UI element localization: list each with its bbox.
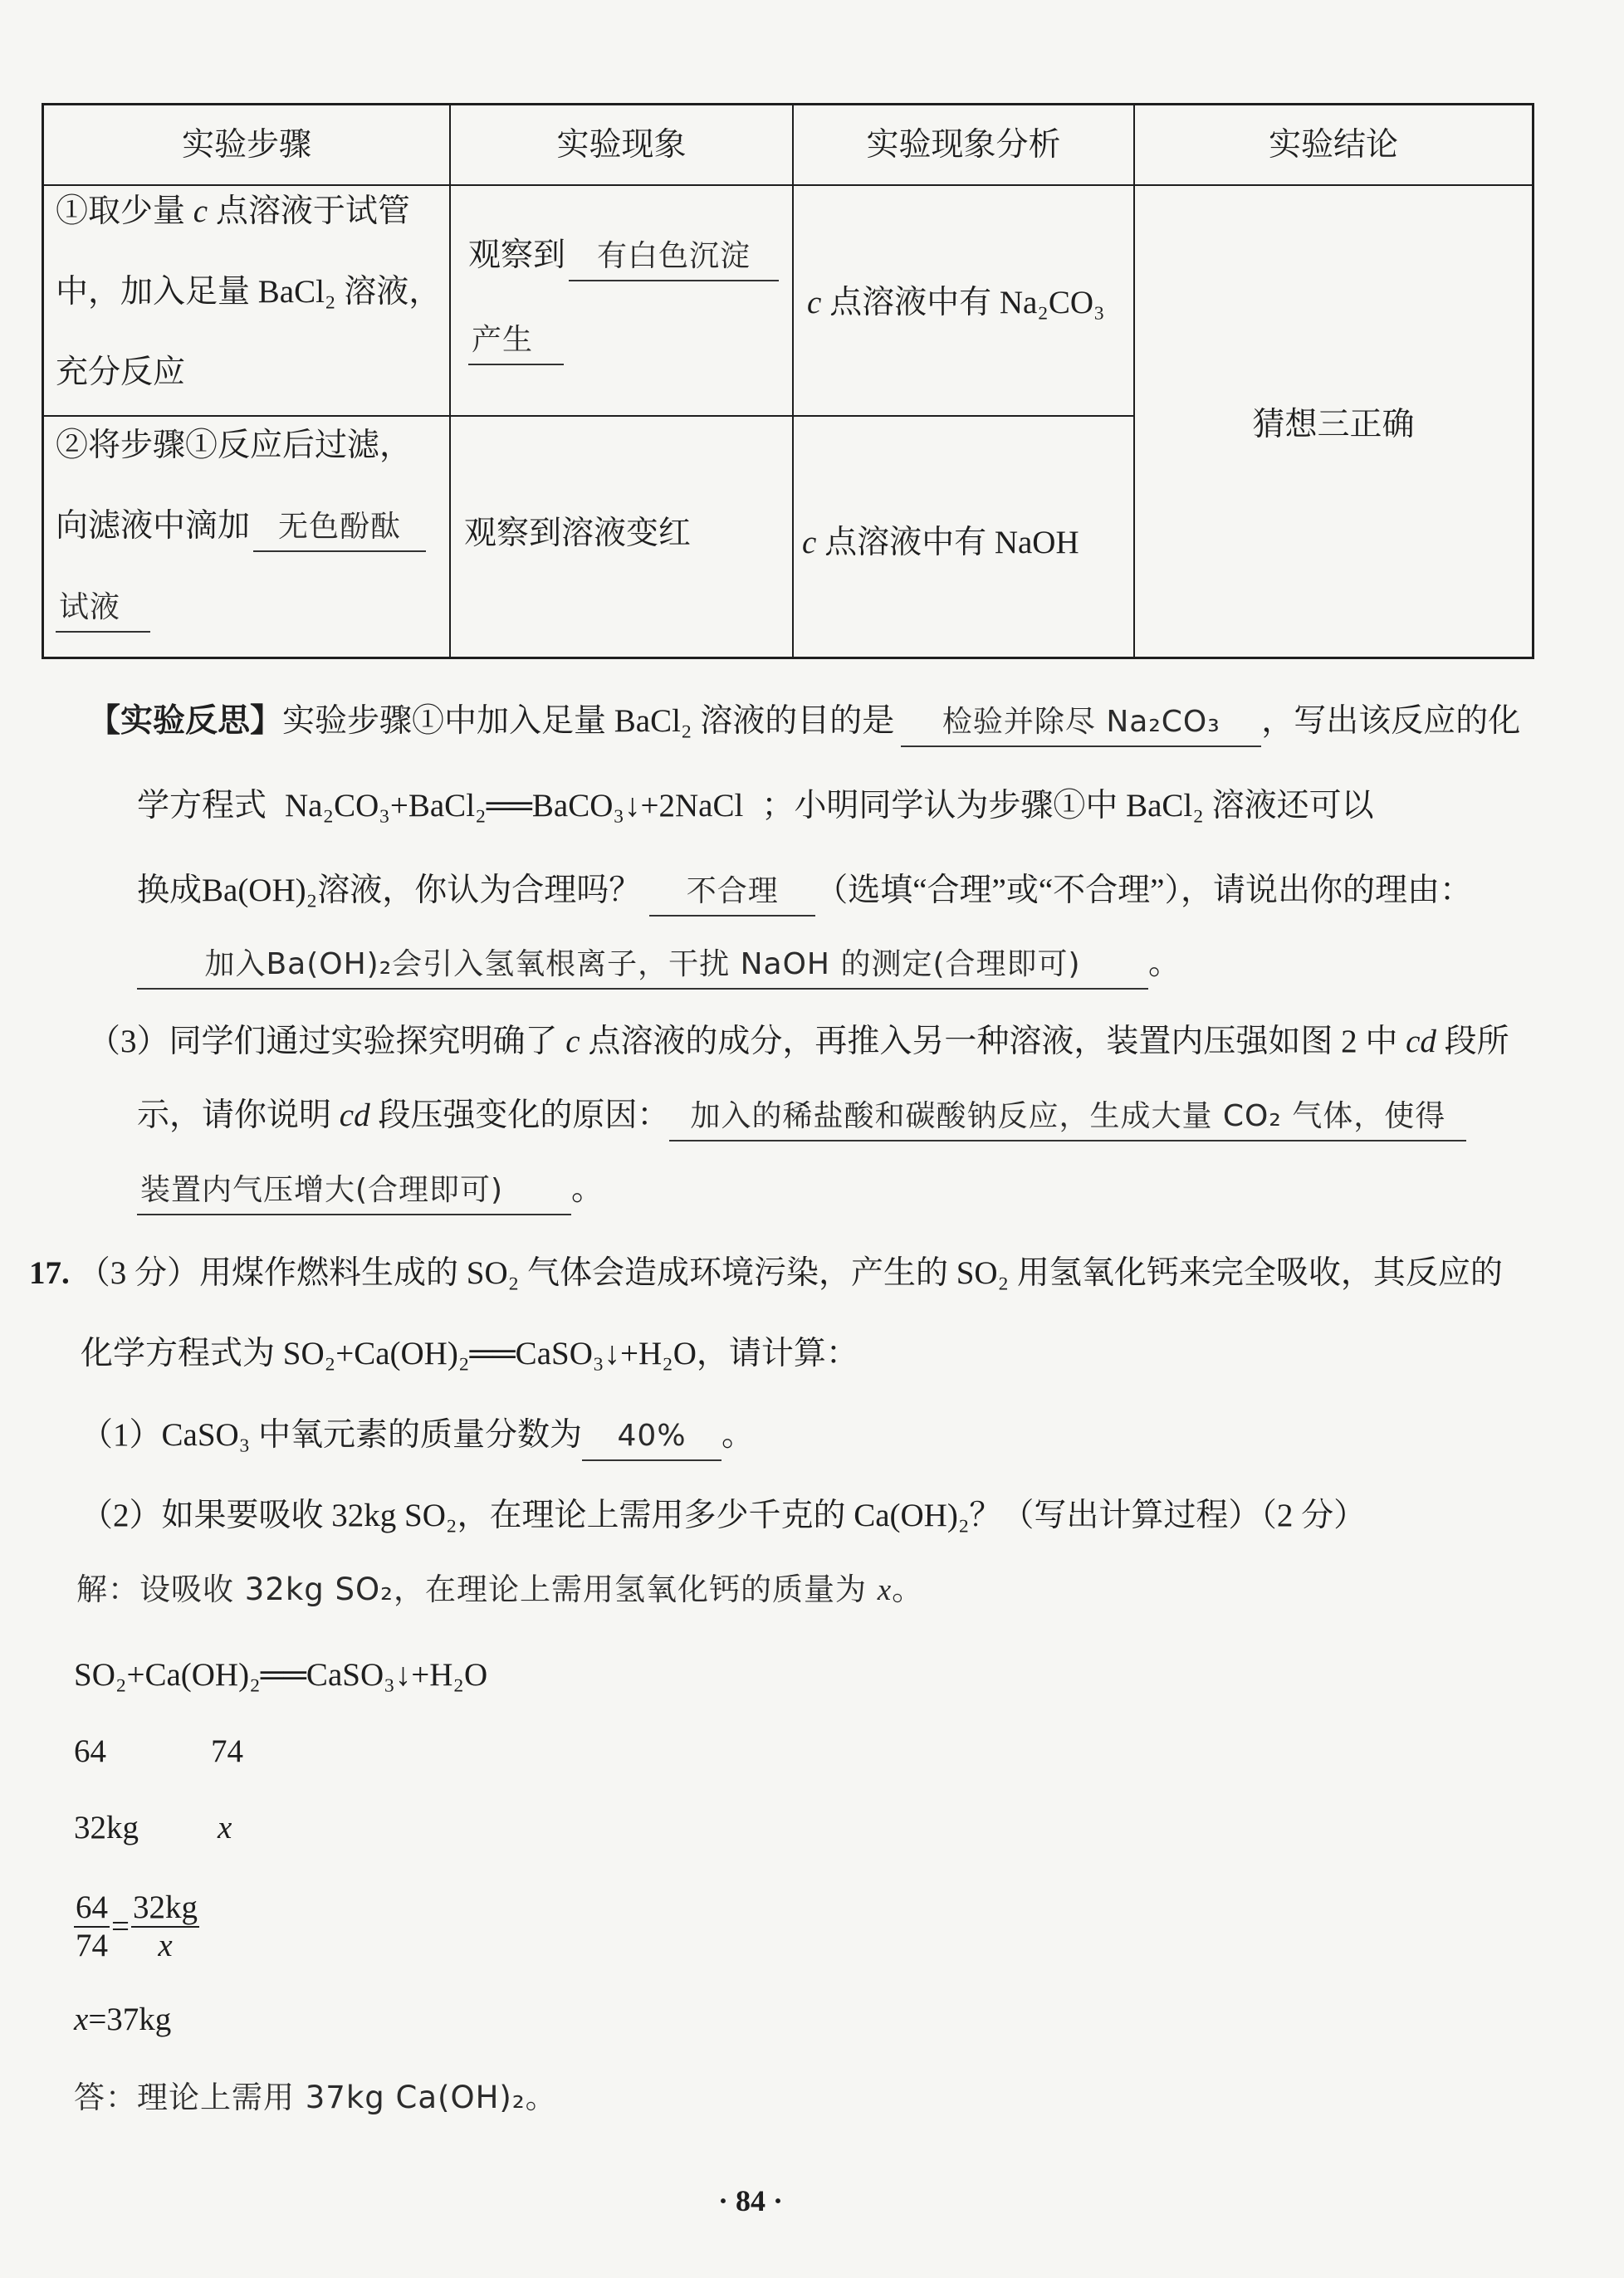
text: 点溶液的成分，再推入另一种溶液，装置内压强如图 2 中 [580,1024,1406,1059]
row1-step-line2: 中，加入足量 BaCl₂ 溶液， [56,274,442,310]
answer-blank: 不合理 [649,868,815,917]
ratio-value: 64 [74,1733,106,1769]
header-step: 实验步骤 [181,127,311,163]
row2-step-cell [56,405,426,647]
row1-step-cell [56,171,441,413]
text: 点溶液中有 NaOH [816,525,1079,560]
fraction-left [74,1889,110,1964]
question17-part2: （2）如果要吸收 32kg SO₂，在理论上需用多少千克的 Ca(OH)₂？（写出计算过程）（2 分） [81,1498,1367,1533]
solution-result [74,1995,171,2045]
variable-x: x [74,2002,89,2037]
answer-blank: 装置内气压增大(合理即可) [137,1167,571,1215]
text: （1）CaSO₃ 中氧元素的质量分数为 [81,1417,583,1453]
question-number: 17. [29,1255,70,1291]
header-phenomenon: 实验现象 [556,127,687,163]
text: ；小明同学认为步骤①中 BaCl₂ 溶液还可以 [761,788,1374,824]
question17-line2: 化学方程式为 SO₂+Ca(OH)₂══CaSO₃↓+H₂O，请计算： [81,1336,858,1371]
variable-cd: cd [1406,1024,1436,1059]
conclusion-cell [1135,186,1532,657]
answer-blank: 检验并除尽 Na₂CO₃ [901,699,1261,747]
text: =37kg [88,2002,172,2037]
text: 向滤液中滴加 [56,508,251,544]
table-column-divider [449,105,451,657]
row2-phenomenon-cell: 观察到溶液变红 [464,516,692,551]
text: 段压强变化的原因： [369,1097,670,1133]
text: 。 [722,1417,755,1453]
text: 学方程式 [137,788,267,824]
reflection-line4 [137,939,1181,989]
question3-line3 [137,1165,604,1215]
experiment-table [42,103,1534,659]
text: 段所 [1436,1024,1509,1059]
row2-step-line1: ②将步骤①反应后过滤， [56,428,413,463]
variable-cd: cd [339,1097,370,1133]
text: 换成Ba(OH)₂溶液，你认为合理吗？ [137,873,642,908]
header-conclusion: 实验结论 [1268,127,1398,163]
text: 示，请你说明 [137,1097,340,1133]
text: 。 [892,1572,924,1607]
text: 观察到 [468,237,566,273]
answer-blank: 试液 [56,584,150,633]
numerator: 32kg [131,1889,199,1928]
text: ，写出该反应的化 [1261,703,1521,739]
text: （3）同学们通过实验探究明确了 [88,1024,566,1059]
text: 。 [1148,946,1181,981]
row2-step-line2 [56,486,426,566]
row1-step-line3: 充分反应 [56,354,186,390]
text: （选填“合理”或“不合理”），请说出你的理由： [815,873,1472,908]
text: （3 分）用煤作燃料生成的 SO₂ 气体会造成环境污染，产生的 SO₂ 用氢氧化钙来完全吸收，其反应的 [77,1255,1503,1291]
variable-c: c [193,193,208,229]
equals-sign: = [111,1909,130,1945]
row2-analysis-cell [802,502,1079,583]
question17-part1 [81,1410,754,1460]
answer-blank: 加入的稀盐酸和碳酸钠反应，生成大量 CO₂ 气体，使得 [669,1093,1466,1141]
row1-phenomenon-line2 [468,297,779,381]
answer-blank: 有白色沉淀 [569,233,779,281]
question3-line2 [137,1091,1466,1141]
page-number: · 84 · [717,2184,783,2217]
variable-c: c [802,525,817,560]
answer-blank: 无色酚酞 [253,504,426,552]
answer-blank: 加入Ba(OH)₂会引入氢氧根离子，干扰 NaOH 的测定(合理即可) [137,941,1148,990]
text: 。 [571,1171,604,1207]
text: 解：设吸收 32kg SO₂，在理论上需用氢氧化钙的质量为 [76,1572,878,1607]
variable-x: x [218,1810,232,1845]
conclusion-text: 猜想三正确 [1252,406,1415,442]
denominator: 74 [76,1928,108,1964]
text: 点溶液于试管 [208,193,410,229]
text: 实验步骤①中加入足量 BaCl₂ 溶液的目的是 [282,703,895,739]
equation-answer: Na₂CO₃+BaCl₂══BaCO₃↓+2NaCl [285,788,744,824]
row1-phenomenon-line1 [468,213,779,297]
row1-step-line1 [56,171,441,252]
solution-setup [76,1565,923,1615]
variable-c: c [807,285,822,320]
reflection-label: 【实验反思】 [88,703,283,739]
solution-answer: 答：理论上需用 37kg Ca(OH)₂。 [74,2080,557,2115]
ratio-value: 32kg [74,1810,139,1845]
row2-step-line3 [56,566,426,647]
table-column-divider [792,105,794,657]
solution-equation: SO₂+Ca(OH)₂══CaSO₃↓+H₂O [74,1657,488,1693]
denominator: x [158,1928,173,1964]
ratio-value: 74 [211,1733,243,1769]
reflection-line2 [137,781,1374,831]
text: ①取少量 [56,193,193,229]
numerator: 64 [74,1889,110,1928]
answer-blank: 产生 [468,317,564,365]
reflection-line3 [137,866,1472,916]
question3-line1 [88,1017,1509,1067]
header-analysis: 实验现象分析 [866,127,1061,163]
fraction-right [131,1889,199,1964]
variable-x: x [877,1573,893,1607]
proportion [74,1887,199,1962]
row1-phenomenon-cell [468,213,779,381]
answer-blank: 40% [582,1413,722,1461]
question17-line1 [29,1249,1503,1298]
row1-analysis-cell [807,262,1105,343]
reflection-line1 [88,697,1520,746]
variable-c: c [565,1024,580,1059]
text: 点溶液中有 Na₂CO₃ [821,285,1105,320]
